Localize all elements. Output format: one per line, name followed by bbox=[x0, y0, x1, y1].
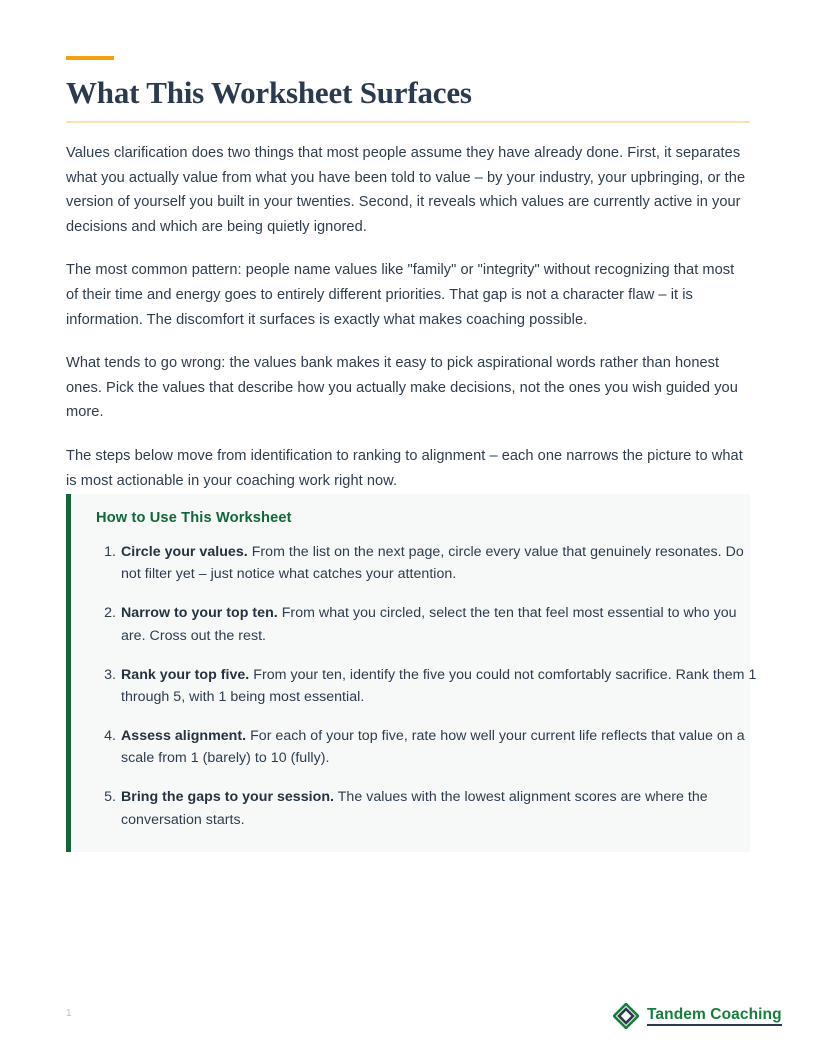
step-text: The values with the lowest alignment scores are where the conversation starts. bbox=[121, 789, 708, 828]
step-lead: Bring the gaps to your session. bbox=[121, 789, 334, 806]
step-lead: Rank your top five. bbox=[121, 666, 250, 683]
list-item bbox=[121, 664, 761, 709]
step-lead: Circle your values. bbox=[121, 544, 248, 560]
page-title: What This Worksheet Surfaces bbox=[66, 75, 472, 110]
title-accent-bar bbox=[66, 56, 114, 60]
list-item bbox=[121, 725, 761, 770]
list-item bbox=[121, 602, 761, 647]
step-text: From the list on the next page, circle every value that genuinely resonates. Do not filter yet – just notice what catches your attention. bbox=[121, 544, 744, 583]
how-to-use-callout bbox=[66, 494, 757, 852]
title-divider-rule bbox=[66, 121, 750, 123]
body-content bbox=[66, 141, 750, 512]
brand-logo bbox=[613, 1003, 782, 1029]
paragraph: The most common pattern: people name values like "family" or "integrity" without recognizing that most of their time and energy goes to entirely different priorities. That gap is not a character flaw – it is information. The discomfort it surfaces is exactly what makes coaching possible. bbox=[66, 262, 735, 328]
callout-heading: How to Use This Worksheet bbox=[96, 510, 292, 526]
brand-name: Tandem Coaching bbox=[647, 1006, 782, 1026]
step-lead: Assess alignment. bbox=[121, 727, 247, 744]
step-text: For each of your top five, rate how well your current life reflects that value on a scale from 1 (barely) to 10 (fully). bbox=[121, 727, 745, 767]
paragraph: The steps below move from identification to ranking to alignment – each one narrows the picture to what is most actionable in your coaching work right now. bbox=[66, 447, 743, 489]
page-number: 1 bbox=[66, 1008, 72, 1019]
step-text: From what you circled, select the ten that feel most essential to who you are. Cross out the rest. bbox=[121, 605, 737, 644]
steps-list bbox=[98, 541, 761, 848]
step-text: From your ten, identify the five you could not comfortably sacrifice. Rank them 1 through 5, with 1 being most essential. bbox=[121, 666, 757, 706]
step-lead: Narrow to your top ten. bbox=[121, 605, 278, 622]
list-item bbox=[121, 541, 761, 586]
diamond-logo-icon bbox=[613, 1003, 639, 1029]
list-item bbox=[121, 786, 761, 831]
paragraph: What tends to go wrong: the values bank makes it easy to pick aspirational words rather than honest ones. Pick the values that describe how you actually make decisions, not the ones you wish guided you more. bbox=[66, 355, 738, 421]
paragraph: Values clarification does two things that most people assume they have already done. First, it separates what you actually value from what you have been told to value – by your industry, your upbringing, or the version of yourself you built in your twenties. Second, it reveals which values are currently active in your decisions and which are being quietly ignored. bbox=[66, 145, 746, 235]
